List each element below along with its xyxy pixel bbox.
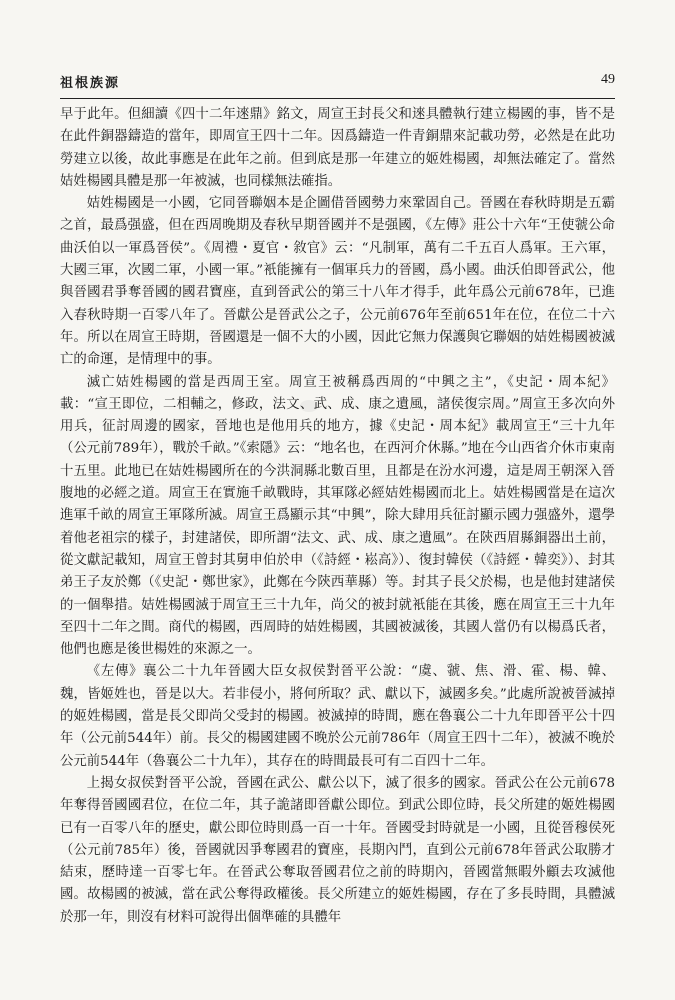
paragraph-continued: 早于此年。但細讀《四十二年逨鼎》銘文，周宣王封長父和逨具體執行建立楊國的事，皆不是在此件銅器鑄造的當年，即周宣王四十二年。因爲鑄造一件青銅鼎來記載功勞，必然是在此功勞建立以後，故此事應是在此年之前。但到底是那一年建立的姬姓楊國，却無法確定了。當然姞姓楊國具體是那一年被滅，也同樣無法確指。 <box>60 107 615 189</box>
body-text <box>60 104 615 929</box>
running-header-title: 祖根族源 <box>60 76 121 91</box>
header-rule <box>60 98 615 99</box>
paragraph: 上揭女叔侯對晉平公說，晉國在武公、獻公以下，滅了很多的國家。晉武公在公元前678年奪得晉國國君位，在位二年，其子詭諸即晉獻公即位。到武公即位時，長父所建的姬姓楊國已有一百零八年的歷史，獻公即位時則爲一百一十年。晉國受封時就是一小國，且從晉穆侯死（公元前785年）後，晉國就因爭奪國君的寶座，長期內鬥，直到公元前678年晉武公取勝才結束，歷時達一百零七年。在晉武公奪取晉國君位之前的時期內，晉國當無暇外顧去攻滅他國。故楊國的被滅，當在武公奪得政權後。長父所建立的姬姓楊國，存在了多長時間，具體滅於那一年，則沒有材料可說得出個準確的具體年 <box>60 775 615 925</box>
page-number: 49 <box>601 72 615 87</box>
running-header <box>60 72 615 94</box>
paragraph: 姞姓楊國是一小國，它同晉聯姻本是企圖借晉國勢力來鞏固自己。晉國在春秋時期是五霸之首，最爲强盛，但在西周晚期及春秋早期晉國并不是强國，《左傳》莊公十六年“王使虢公命曲沃伯以一軍爲晉侯”。《周禮・夏官・敘官》云：“凡制軍，萬有二千五百人爲軍。王六軍，大國三軍，次國二軍，小國一軍。”衹能擁有一個軍兵力的晉國，爲小國。曲沃伯即晉武公，他與晉國君爭奪晉國的國君寶座，直到晉武公的第三十八年才得手，此年爲公元前678年，已進入春秋時期一百零八年了。晉獻公是晉武公之子，公元前676年至前651年在位，在位二十六年。所以在周宣王時期，晉國還是一個不大的小國，因此它無力保護與它聯姻的姞姓楊國被滅亡的命運，是情理中的事。 <box>60 196 615 368</box>
paragraph: 滅亡姞姓楊國的當是西周王室。周宣王被稱爲西周的“中興之主”，《史記・周本紀》載：“宣王即位，二相輔之，修政，法文、武、成、康之遺風，諸侯復宗周。”周宣王多次向外用兵，征討周邊的國家，晉地也是他用兵的地方，據《史記・周本紀》載周宣王“三十九年（公元前789年），戰於千畝。”《索隱》云：“地名也，在西河介休縣。”地在今山西省介休市東南十五里。此地已在姞姓楊國所在的今洪洞縣北數百里，且都是在汾水河邊，這是周王朝深入晉腹地的必經之道。周宣王在實施千畝戰時，其軍隊必經姞姓楊國而北上。姞姓楊國當是在這次進軍千畝的周宣王軍隊所滅。周宣王爲顯示其“中興”，除大肆用兵征討顯示國力强盛外，還學着他老祖宗的樣子，封建諸侯，即所謂“法文、武、成、康之遺風”。在陝西眉縣銅器出土前，從文獻記載知，周宣王曾封其舅申伯於申（《詩經・崧高》）、復封韓侯（《詩經・韓奕》）、封其弟王子友於鄭（《史記・鄭世家》，此鄭在今陝西華縣）等。封其子長父於楊，也是他封建諸侯的一個舉措。姞姓楊國滅于周宣王三十九年，尚父的被封就衹能在其後，應在周宣王三十九年至四十二年之間。商代的楊國，西周時的姞姓楊國，其國被滅後，其國人當仍有以楊爲氏者，他們也應是後世楊姓的來源之一。 <box>60 374 615 658</box>
paragraph: 《左傳》襄公二十九年晉國大臣女叔侯對晉平公說：“虞、虢、焦、滑、霍、楊、韓、魏，皆姬姓也，晉是以大。若非侵小，將何所取？武、獻以下，滅國多矣。”此處所說被晉滅掉的姬姓楊國，當是長父即尚父受封的楊國。被滅掉的時間，應在魯襄公二十九年即晉平公十四年（公元前544年）前。長父的楊國建國不晚於公元前786年（周宣王四十二年），被滅不晚於公元前544年（魯襄公二十九年），其存在的時間最長可有二百四十二年。 <box>60 664 615 769</box>
